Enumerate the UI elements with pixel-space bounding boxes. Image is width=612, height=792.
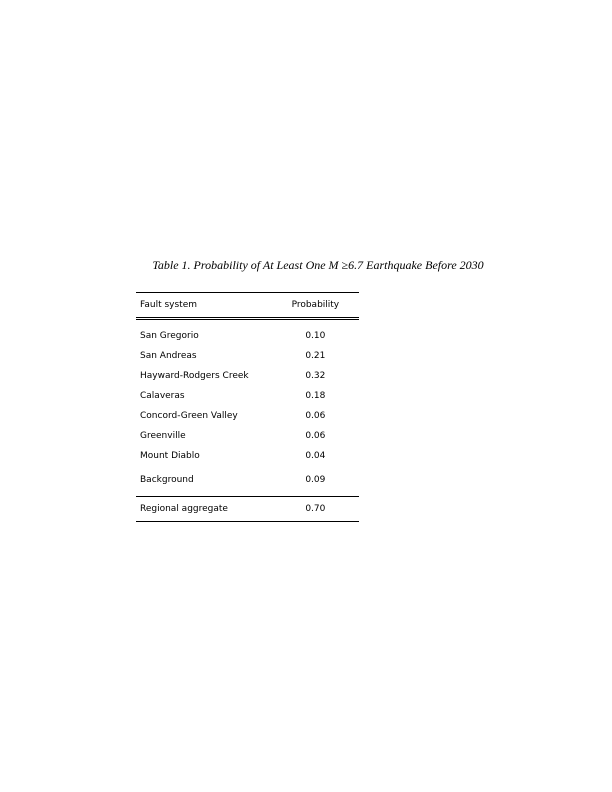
probability-cell: 0.21 (305, 351, 326, 361)
probability-cell: 0.06 (305, 411, 326, 421)
header-fault-system: Fault system (140, 300, 197, 310)
table-row (136, 386, 359, 406)
table-row (136, 466, 359, 493)
probability-cell: 0.04 (305, 451, 326, 461)
fault-name-cell: San Andreas (140, 351, 197, 361)
table-row (136, 426, 359, 446)
fault-name-cell: Mount Diablo (140, 451, 200, 461)
probability-cell: 0.10 (305, 331, 326, 341)
table-bottom-rule (136, 521, 359, 522)
fault-name-cell: Hayward-Rodgers Creek (140, 371, 249, 381)
probability-cell: 0.06 (305, 431, 326, 441)
fault-name-cell: Calaveras (140, 391, 185, 401)
table-caption: Table 1. Probability of At Least One M ≥6.7 Earthquake Before 2030 (152, 258, 484, 272)
probability-cell: 0.18 (305, 391, 326, 401)
fault-name-cell: Greenville (140, 431, 186, 441)
table-row (136, 366, 359, 386)
table-row (136, 326, 359, 346)
table-row (136, 406, 359, 426)
probability-cell: 0.09 (305, 474, 326, 485)
table-header-row (136, 293, 359, 317)
table-header-rule (136, 317, 359, 320)
probability-cell: 0.32 (305, 371, 326, 381)
table-row (136, 446, 359, 466)
table-row (136, 346, 359, 366)
probability-table (136, 292, 359, 522)
fault-name-cell: Concord-Green Valley (140, 411, 238, 421)
header-probability: Probability (291, 300, 340, 310)
table-total-row (136, 497, 359, 521)
total-label-cell: Regional aggregate (140, 504, 228, 514)
fault-name-cell: Background (140, 474, 194, 485)
fault-name-cell: San Gregorio (140, 331, 199, 341)
total-probability-cell: 0.70 (305, 504, 326, 514)
